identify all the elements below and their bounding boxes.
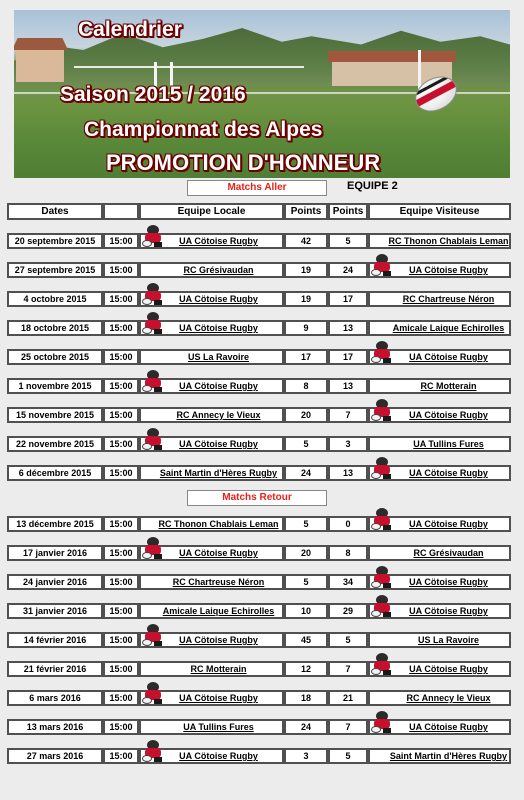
rugby-mascot-icon [142,537,164,559]
home-team-cell [139,574,284,590]
home-points: 5 [303,577,309,587]
match-time: 15:00 [109,664,133,674]
away-points: 5 [345,751,351,761]
rugby-mascot-icon [142,283,164,305]
away-team[interactable]: US La Ravoire [417,635,480,645]
rugby-mascot-icon [371,653,393,675]
away-points: 3 [345,439,351,449]
away-team[interactable]: UA Cötoise Rugby [409,468,488,478]
away-points: 13 [342,323,353,333]
home-team[interactable]: RC Chartreuse Néron [172,577,265,587]
home-team[interactable]: UA Cötoise Rugby [179,323,258,333]
away-team[interactable]: RC Thonon Chablais Leman [388,236,509,246]
match-time: 15:00 [109,635,133,645]
away-team[interactable]: RC Grésivaudan [413,548,484,558]
home-points: 9 [303,323,309,333]
match-time: 15:00 [109,265,133,275]
home-team[interactable]: RC Motterain [190,664,247,674]
home-points: 12 [300,664,311,674]
match-date-cell [7,632,103,648]
match-date-cell [7,291,103,307]
away-team[interactable]: UA Cötoise Rugby [409,606,488,616]
home-points-cell [284,465,328,481]
match-time-cell [103,574,139,590]
home-points-cell [284,349,328,365]
away-points-cell [328,632,368,648]
home-points-cell [284,407,328,423]
away-team[interactable]: RC Chartreuse Néron [402,294,495,304]
home-points: 10 [300,606,311,616]
home-points-cell [284,545,328,561]
home-points-cell [284,574,328,590]
home-team[interactable]: UA Cötoise Rugby [179,548,258,558]
away-points: 24 [342,265,353,275]
match-time: 15:00 [109,323,133,333]
home-points-cell [284,262,328,278]
home-team-cell [139,603,284,619]
match-row [0,346,524,366]
matchs-aller-label: Matchs Aller [187,180,327,196]
match-date: 20 septembre 2015 [14,236,96,246]
rugby-mascot-icon [371,508,393,530]
match-date: 24 janvier 2016 [22,577,88,587]
away-team[interactable]: UA Cötoise Rugby [409,519,488,529]
rugby-mascot-icon [142,428,164,450]
match-date: 31 janvier 2016 [22,606,88,616]
home-team[interactable]: UA Cötoise Rugby [179,381,258,391]
banner-season: Saison 2015 / 2016 [60,83,246,106]
match-date-cell [7,465,103,481]
away-team-cell [368,748,511,764]
rugby-mascot-icon [142,624,164,646]
match-time: 15:00 [109,693,133,703]
home-points-cell [284,661,328,677]
away-points: 8 [345,548,351,558]
match-time-cell [103,632,139,648]
home-points: 3 [303,751,309,761]
away-points-cell [328,719,368,735]
away-team-cell [368,632,511,648]
rugby-mascot-icon [142,370,164,392]
clubhouse-image [16,48,64,82]
home-points: 24 [300,468,311,478]
away-points-cell [328,603,368,619]
away-team-cell [368,233,511,249]
home-points: 5 [303,519,309,529]
home-team-cell [139,407,284,423]
field-fence [74,66,304,68]
banner-championship: Championnat des Alpes [84,118,323,141]
away-team[interactable]: UA Tullins Fures [413,439,484,449]
match-date-cell [7,545,103,561]
match-date: 13 décembre 2015 [16,519,94,529]
home-team[interactable]: UA Cötoise Rugby [179,693,258,703]
match-row [0,745,524,765]
home-points-cell [284,320,328,336]
home-points-cell [284,436,328,452]
match-date: 18 octobre 2015 [20,323,90,333]
rugby-mascot-icon [371,566,393,588]
home-points: 20 [300,548,311,558]
match-date: 1 novembre 2015 [18,381,92,391]
away-team[interactable]: UA Cötoise Rugby [409,577,488,587]
home-points: 5 [303,439,309,449]
away-points-cell [328,545,368,561]
home-team[interactable]: RC Grésivaudan [183,265,254,275]
match-date: 4 octobre 2015 [23,294,87,304]
away-team[interactable]: Saint Martin d'Hères Rugby [389,751,508,761]
match-date-cell [7,603,103,619]
match-time: 15:00 [109,236,133,246]
match-time: 15:00 [109,577,133,587]
match-row [0,375,524,395]
away-points: 0 [345,519,351,529]
match-time-cell [103,233,139,249]
home-team[interactable]: UA Cötoise Rugby [179,236,258,246]
away-points-cell [328,516,368,532]
away-points-cell [328,465,368,481]
match-time-cell [103,436,139,452]
match-row [0,230,524,250]
match-row [0,716,524,736]
match-time: 15:00 [109,606,133,616]
home-points-cell [284,516,328,532]
rugby-mascot-icon [371,711,393,733]
match-row [0,600,524,620]
away-team[interactable]: UA Cötoise Rugby [409,352,488,362]
home-team[interactable]: RC Thonon Chablais Leman [158,519,279,529]
away-team[interactable]: RC Annecy le Vieux [406,693,491,703]
away-team-cell [368,378,511,394]
away-points: 29 [342,606,353,616]
home-team-cell [139,516,284,532]
away-team[interactable]: Amicale Laique Echirolles [392,323,505,333]
match-date: 17 janvier 2016 [22,548,88,558]
away-points: 5 [345,236,351,246]
header-dates: Dates [7,203,103,220]
away-team-cell [368,320,511,336]
home-team-cell [139,465,284,481]
home-points: 19 [300,294,311,304]
match-date: 6 mars 2016 [29,693,81,703]
home-team-cell [139,719,284,735]
match-time-cell [103,407,139,423]
home-points: 8 [303,381,309,391]
match-date-cell [7,320,103,336]
match-date-cell [7,233,103,249]
away-points: 13 [342,381,353,391]
match-row [0,317,524,337]
match-time-cell [103,349,139,365]
home-team-cell [139,661,284,677]
match-date-cell [7,407,103,423]
rugby-mascot-icon [371,595,393,617]
match-time-cell [103,465,139,481]
match-date: 25 octobre 2015 [20,352,90,362]
away-points-cell [328,407,368,423]
match-date-cell [7,661,103,677]
away-team-cell [368,690,511,706]
away-points: 13 [342,468,353,478]
match-row [0,433,524,453]
match-date: 13 mars 2016 [26,722,84,732]
home-team-cell [139,349,284,365]
away-points-cell [328,349,368,365]
match-row [0,462,524,482]
away-team[interactable]: RC Motterain [420,381,477,391]
match-date: 27 septembre 2015 [14,265,96,275]
match-time: 15:00 [109,722,133,732]
away-team[interactable]: UA Cötoise Rugby [409,410,488,420]
away-points-cell [328,378,368,394]
match-time: 15:00 [109,439,133,449]
match-date-cell [7,719,103,735]
match-row [0,542,524,562]
match-row [0,259,524,279]
match-time: 15:00 [109,751,133,761]
header-home-team: Equipe Locale [139,203,284,220]
match-date-cell [7,748,103,764]
away-points-cell [328,291,368,307]
matchs-retour-label: Matchs Retour [187,490,327,506]
header-points-home: Points [284,203,328,220]
match-date: 15 novembre 2015 [15,410,95,420]
home-team[interactable]: RC Annecy le Vieux [176,410,261,420]
away-points: 7 [345,664,351,674]
away-team[interactable]: UA Cötoise Rugby [409,265,488,275]
away-points-cell [328,690,368,706]
home-points: 24 [300,722,311,732]
away-points: 17 [342,294,353,304]
home-points-cell [284,291,328,307]
rugby-mascot-icon [371,399,393,421]
home-points-cell [284,233,328,249]
away-points-cell [328,320,368,336]
match-row [0,288,524,308]
home-team[interactable]: UA Cötoise Rugby [179,751,258,761]
match-date: 27 mars 2016 [26,751,84,761]
match-time-cell [103,320,139,336]
header-points-away: Points [328,203,368,220]
home-team[interactable]: UA Tullins Fures [183,722,254,732]
match-time: 15:00 [109,352,133,362]
rugby-mascot-icon [142,312,164,334]
home-team[interactable]: US La Ravoire [187,352,250,362]
away-team-cell [368,436,511,452]
home-points-cell [284,719,328,735]
team-label: EQUIPE 2 [347,180,398,192]
match-date-cell [7,516,103,532]
home-team[interactable]: UA Cötoise Rugby [179,439,258,449]
match-date-cell [7,378,103,394]
home-team[interactable]: Saint Martin d'Hères Rugby [159,468,278,478]
banner-division: PROMOTION D'HONNEUR [106,150,381,175]
match-time-cell [103,603,139,619]
home-points-cell [284,632,328,648]
match-time: 15:00 [109,519,133,529]
rugby-mascot-icon [371,457,393,479]
match-time-cell [103,291,139,307]
home-team[interactable]: UA Cötoise Rugby [179,635,258,645]
match-row [0,658,524,678]
away-points: 21 [342,693,353,703]
home-points: 42 [300,236,311,246]
home-points-cell [284,748,328,764]
rugby-mascot-icon [371,341,393,363]
match-date-cell [7,574,103,590]
match-date: 6 décembre 2015 [18,468,92,478]
match-time-cell [103,378,139,394]
banner-title: Calendrier [78,18,182,41]
rugby-mascot-icon [371,254,393,276]
match-date-cell [7,690,103,706]
away-points: 7 [345,410,351,420]
home-team[interactable]: UA Cötoise Rugby [179,294,258,304]
match-time-cell [103,719,139,735]
away-points-cell [328,262,368,278]
match-date: 21 février 2016 [23,664,87,674]
home-points-cell [284,378,328,394]
home-team-cell [139,262,284,278]
away-points: 34 [342,577,353,587]
rugby-mascot-icon [142,225,164,247]
match-time: 15:00 [109,410,133,420]
away-team-cell [368,291,511,307]
match-time-cell [103,661,139,677]
match-row [0,513,524,533]
match-row [0,404,524,424]
match-row [0,687,524,707]
match-time: 15:00 [109,548,133,558]
away-points-cell [328,748,368,764]
match-date: 14 février 2016 [23,635,87,645]
match-time-cell [103,690,139,706]
match-row [0,571,524,591]
match-time-cell [103,748,139,764]
home-points: 17 [300,352,311,362]
match-date: 22 novembre 2015 [15,439,95,449]
away-points-cell [328,661,368,677]
away-team[interactable]: UA Cötoise Rugby [409,664,488,674]
rugby-mascot-icon [142,682,164,704]
match-row [0,629,524,649]
header-time [103,203,139,220]
away-team-cell [368,545,511,561]
match-date-cell [7,436,103,452]
match-date-cell [7,262,103,278]
match-time: 15:00 [109,294,133,304]
header-banner [14,10,510,178]
match-date-cell [7,349,103,365]
home-points: 20 [300,410,311,420]
home-points: 19 [300,265,311,275]
match-time-cell [103,262,139,278]
away-points-cell [328,233,368,249]
away-points: 5 [345,635,351,645]
away-team[interactable]: UA Cötoise Rugby [409,722,488,732]
away-points-cell [328,574,368,590]
home-points: 45 [300,635,311,645]
away-points-cell [328,436,368,452]
match-time: 15:00 [109,468,133,478]
header-away-team: Equipe Visiteuse [368,203,511,220]
away-points: 17 [342,352,353,362]
home-points-cell [284,690,328,706]
match-time-cell [103,545,139,561]
home-points: 18 [300,693,311,703]
home-points-cell [284,603,328,619]
match-time-cell [103,516,139,532]
rugby-mascot-icon [142,740,164,762]
away-points: 7 [345,722,351,732]
home-team[interactable]: Amicale Laique Echirolles [162,606,275,616]
match-time: 15:00 [109,381,133,391]
